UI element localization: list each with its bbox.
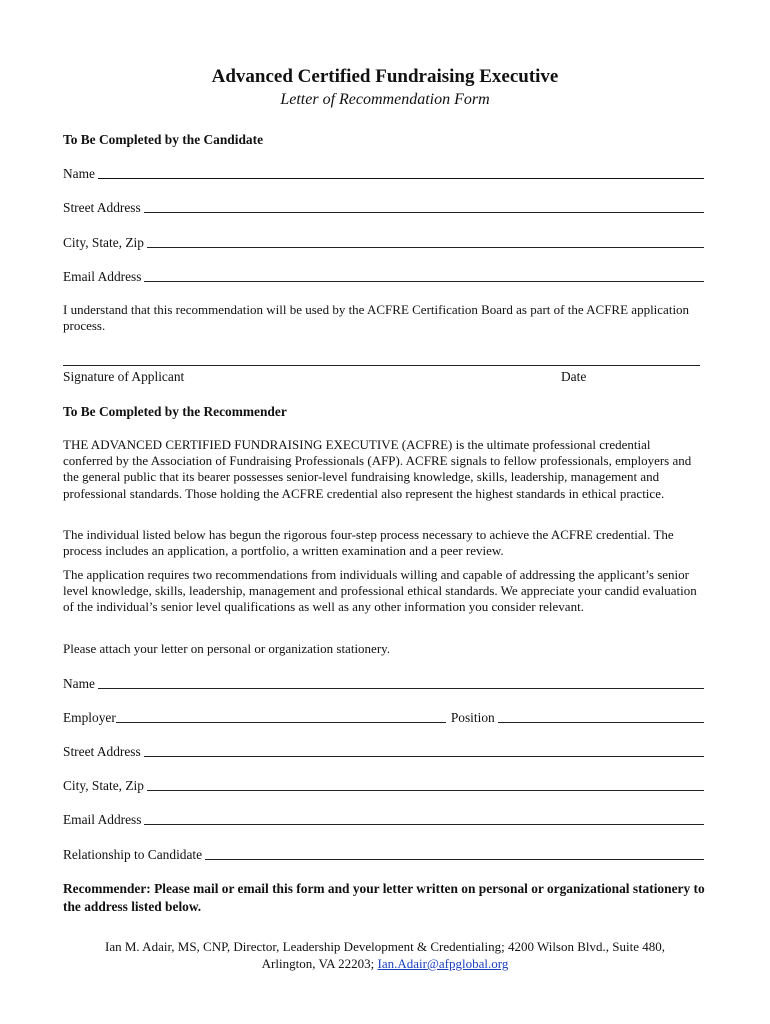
process-paragraph: The individual listed below has begun the rigorous four-step process necessary to achieve the ACFRE credential. The process includes an application, a portfolio, a written examination and a peer review. — [63, 527, 674, 559]
candidate-name-input-line[interactable] — [98, 165, 704, 179]
recommender-email-field[interactable] — [63, 810, 704, 828]
recommender-employer-position-row — [63, 708, 704, 726]
recommender-city-field[interactable] — [63, 776, 704, 794]
acfre-description-paragraph: THE ADVANCED CERTIFIED FUNDRAISING EXECUTIVE (ACFRE) is the ultimate professional credential conferred by the Association of Fundraising Professionals (AFP). ACFRE signals to fellow professionals, employers and the general public that its bearer possesses senior-level fundraising knowledge, skills, leadership, management and professional standards. Those holding the ACFRE credential also represent the highest standards in ethical practice. — [63, 437, 692, 501]
recommender-employer-label: Employer — [63, 710, 116, 725]
recommender-employer-input-line[interactable] — [116, 709, 446, 723]
document-title: Advanced Certified Fundraising Executive — [211, 66, 559, 87]
contact-email-link[interactable]: Ian.Adair@afpglobal.org — [377, 956, 509, 971]
recommender-city-label: City, State, Zip — [63, 778, 144, 793]
attach-letter-paragraph: Please attach your letter on personal or organization stationery. — [63, 641, 391, 656]
recommender-city-input-line[interactable] — [147, 777, 704, 791]
recommender-street-label: Street Address — [63, 744, 141, 759]
candidate-name-field[interactable] — [63, 164, 704, 182]
candidate-street-input-line[interactable] — [144, 199, 704, 213]
recommender-email-input-line[interactable] — [144, 811, 704, 825]
recommender-name-input-line[interactable] — [98, 675, 704, 689]
contact-footer — [0, 938, 770, 972]
recommender-email-label: Email Address — [63, 812, 142, 827]
recommender-street-field[interactable] — [63, 742, 704, 760]
candidate-email-label: Email Address — [63, 269, 142, 284]
document-subtitle: Letter of Recommendation Form — [280, 91, 490, 108]
signature-line[interactable] — [63, 365, 700, 366]
contact-line-2 — [0, 955, 770, 972]
candidate-street-field[interactable] — [63, 198, 704, 216]
candidate-street-label: Street Address — [63, 200, 141, 215]
relationship-field[interactable] — [63, 845, 704, 863]
application-requirements-paragraph: The application requires two recommendations from individuals willing and capable of addressing the applicant’s senior level knowledge, skills, leadership, management and professional ethical standards. We appreciate your candid evaluation of the individual’s senior level qualifications as well as any other information you consider relevant. — [63, 567, 697, 615]
date-label: Date — [561, 369, 587, 384]
contact-address: Arlington, VA 22203; — [261, 956, 378, 971]
contact-line-1: Ian M. Adair, MS, CNP, Director, Leadership Development & Credentialing; 4200 Wilson Blvd., Suite 480, — [104, 939, 665, 954]
candidate-city-label: City, State, Zip — [63, 235, 144, 250]
recommender-position-label: Position — [450, 710, 495, 725]
relationship-label: Relationship to Candidate — [63, 847, 203, 862]
candidate-city-input-line[interactable] — [147, 234, 704, 248]
recommender-position-input-line[interactable] — [498, 709, 704, 723]
candidate-email-input-line[interactable] — [144, 268, 704, 282]
candidate-city-field[interactable] — [63, 233, 704, 251]
relationship-input-line[interactable] — [205, 846, 704, 860]
mailing-instruction: Recommender: Please mail or email this form and your letter written on personal or organizational stationery to the address listed below. — [63, 881, 705, 914]
candidate-name-label: Name — [63, 166, 95, 181]
candidate-section-heading: To Be Completed by the Candidate — [63, 132, 264, 147]
recommender-street-input-line[interactable] — [144, 743, 704, 757]
recommender-section-heading: To Be Completed by the Recommender — [63, 404, 287, 419]
recommender-name-field[interactable] — [63, 674, 704, 692]
recommender-name-label: Name — [63, 676, 95, 691]
candidate-email-field[interactable] — [63, 267, 704, 285]
signature-label: Signature of Applicant — [63, 369, 185, 384]
candidate-statement: I understand that this recommendation will be used by the ACFRE Certification Board as part of the ACFRE application process. — [63, 302, 690, 334]
